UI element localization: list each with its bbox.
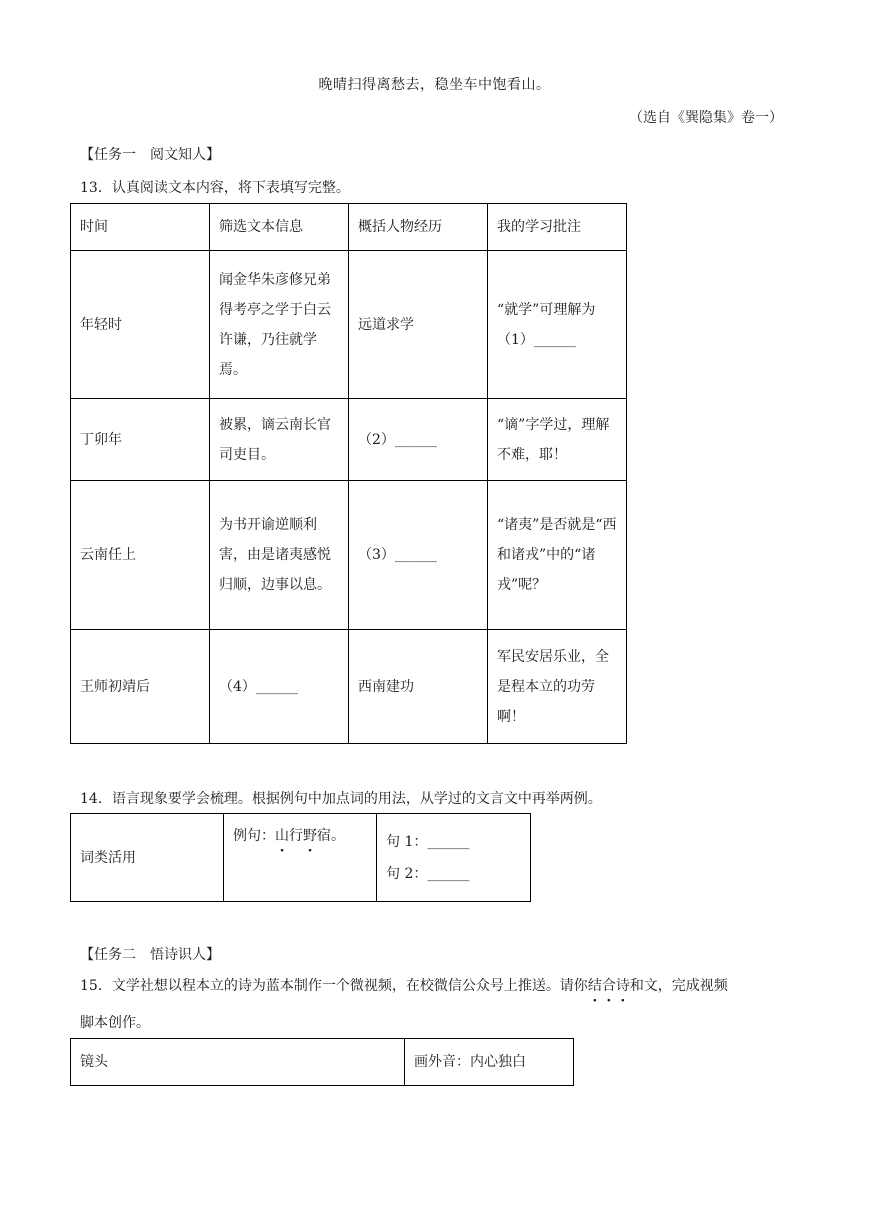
answer-blank-4[interactable]: ______	[255, 678, 298, 695]
example-prefix: 例句：	[233, 828, 275, 844]
answer-blank-1[interactable]: ______	[533, 331, 576, 348]
q15-prompt-text: 和文，完成视频	[629, 978, 728, 994]
cell-time: 王师初靖后	[71, 630, 210, 744]
header-info: 筛选文本信息	[210, 204, 349, 251]
example-char: 行	[289, 828, 303, 844]
table-header-row	[71, 1039, 574, 1086]
task1-heading: 【任务一 阅文知人】	[80, 147, 220, 163]
table-row	[71, 814, 531, 902]
q15-table	[70, 1038, 574, 1086]
cell-label: 词类活用	[71, 814, 224, 902]
example-char: 宿	[317, 828, 331, 844]
cell-info: 被累，谪云南长官司吏目。	[210, 399, 349, 481]
q15-prompt	[80, 975, 728, 995]
cell-experience	[349, 481, 488, 630]
example-char: 山	[275, 828, 289, 844]
cell-note: 军民安居乐业，全是程本立的功劳啊！	[488, 630, 627, 744]
cell-experience	[349, 399, 488, 481]
answer-line-1	[386, 826, 521, 858]
q13-prompt: 13．认真阅读文本内容，将下表填写完整。	[80, 180, 350, 196]
blank-number: （2）	[358, 431, 395, 448]
example-suffix: 。	[331, 828, 345, 844]
table-row	[71, 399, 627, 481]
answer-blank-s2[interactable]: ______	[427, 866, 470, 882]
answer-blank-2[interactable]: ______	[394, 431, 437, 448]
header-shot: 镜头	[71, 1039, 405, 1086]
cell-note: “诸夷”是否就是“西和诸戎”中的“诸戎”呢？	[488, 481, 627, 630]
dotted-char: 合	[601, 978, 616, 994]
example-char: 野	[303, 828, 317, 844]
q15-prompt-text: 15．文学社想以程本立的诗为蓝本制作一个微视频，在校微信公众号上推送。请你	[80, 978, 588, 994]
answer-blank-3[interactable]: ______	[394, 547, 437, 563]
cell-time: 云南任上	[71, 481, 210, 630]
dotted-char: 结	[587, 978, 602, 994]
header-voiceover: 画外音：内心独白	[405, 1039, 574, 1086]
cell-info: 闻金华朱彦修兄弟得考亭之学于白云许谦，乃往就学焉。	[210, 251, 349, 399]
cell-experience: 远道求学	[349, 251, 488, 399]
cell-experience: 西南建功	[349, 630, 488, 744]
table-row	[71, 251, 627, 399]
table-header-row	[71, 204, 627, 251]
q13-table	[70, 203, 627, 744]
cell-info: 为书开谕逆顺利害，由是诸夷感悦归顺，边事以息。	[210, 481, 349, 630]
q15-prompt-line2: 脚本创作。	[80, 1015, 150, 1031]
cell-time: 丁卯年	[71, 399, 210, 481]
cell-info	[210, 630, 349, 744]
cell-answers	[377, 814, 531, 902]
sentence-2-label: 句 2：	[386, 866, 428, 882]
answer-line-2	[386, 858, 521, 890]
cell-example	[224, 814, 377, 902]
cell-note	[488, 251, 627, 399]
q14-table	[70, 813, 531, 902]
sentence-1-label: 句 1：	[386, 834, 428, 850]
header-experience: 概括人物经历	[349, 204, 488, 251]
header-note: 我的学习批注	[488, 204, 627, 251]
blank-number: （3）	[358, 547, 395, 563]
dotted-char: 诗	[615, 978, 630, 994]
blank-number: （4）	[219, 678, 256, 695]
q14-prompt: 14．语言现象要学会梳理。根据例句中加点词的用法，从学过的文言文中再举两例。	[80, 791, 602, 807]
note-text: “就学”可理解为（1）	[497, 301, 596, 348]
header-time: 时间	[71, 204, 210, 251]
task2-heading: 【任务二 悟诗识人】	[80, 947, 220, 963]
table-row	[71, 481, 627, 630]
cell-note: “谪”字学过，理解不难，耶！	[488, 399, 627, 481]
table-row	[71, 630, 627, 744]
answer-blank-s1[interactable]: ______	[427, 834, 470, 850]
poem-source: （选自《巽隐集》卷一）	[629, 110, 783, 126]
cell-time: 年轻时	[71, 251, 210, 399]
poem-line: 晚晴扫得离愁去，稳坐车中饱看山。	[318, 77, 551, 93]
